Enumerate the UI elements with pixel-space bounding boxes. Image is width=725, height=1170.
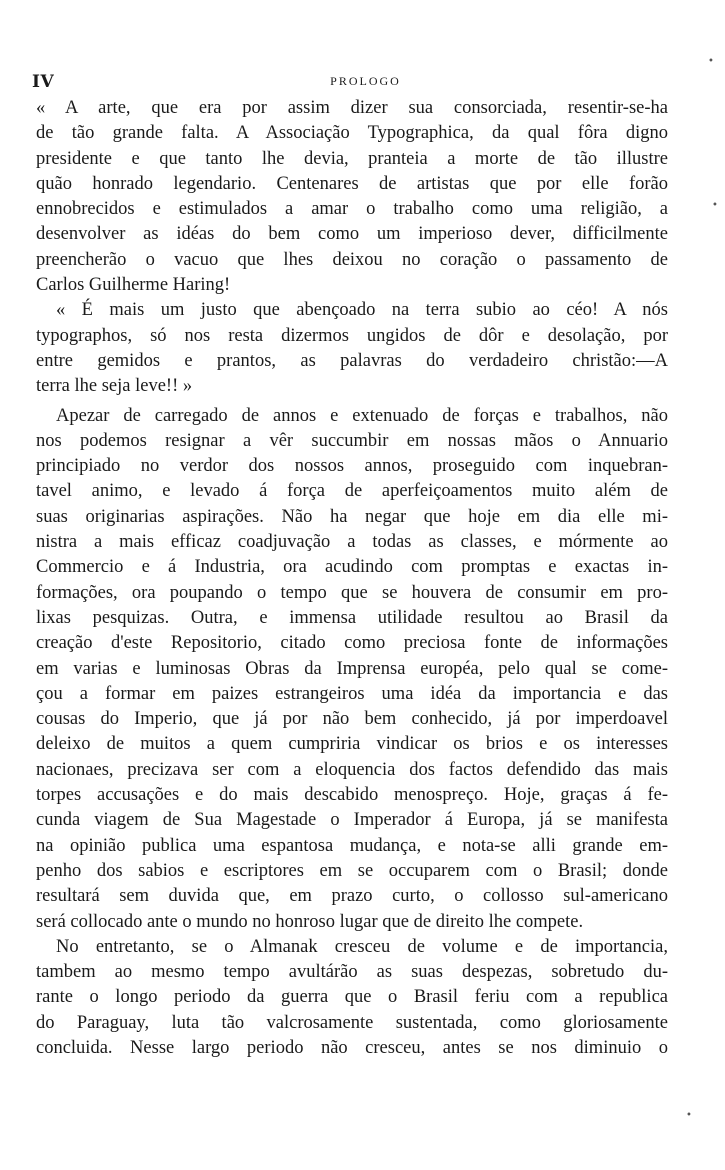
text-line: concluida. Nesse largo periodo não cresceu, antes se nos diminuio o xyxy=(36,1037,668,1058)
body-text xyxy=(36,96,668,1061)
text-line: Apezar de carregado de annos e extenuado de forças e trabalhos, não xyxy=(56,405,668,426)
text-line: lixas pesquizas. Outra, e immensa utilidade resultou ao Brasil da xyxy=(36,607,668,628)
text-line: terra lhe seja leve!! » xyxy=(36,376,193,397)
text-line: preencherão o vacuo que lhes deixou no coração o passamento de xyxy=(36,249,668,270)
text-line: suas originarias aspirações. Não ha negar que hoje em dia elle mi- xyxy=(36,506,668,527)
scan-speck-mark: • xyxy=(712,200,718,211)
text-line: nistra a mais efficaz coadjuvação a todas as classes, e mórmente ao xyxy=(36,532,668,553)
text-line: No entretanto, se o Almanak cresceu de volume e de importancia, xyxy=(56,936,668,957)
text-line: de tão grande falta. A Associação Typographica, da qual fôra digno xyxy=(36,123,668,144)
text-line: typographos, só nos resta dizermos ungidos de dôr e desolação, por xyxy=(36,325,668,346)
paragraph xyxy=(36,298,668,399)
text-line: çou a formar em paizes estrangeiros uma idéa da importancia e das xyxy=(36,683,668,704)
page-header xyxy=(32,72,699,96)
text-line: cousas do Imperio, que já por não bem conhecido, já por imperdoavel xyxy=(36,709,668,730)
text-line: nos podemos resignar a vêr succumbir em nossas mãos o Annuario xyxy=(36,430,668,451)
text-line: resultará sem duvida que, em prazo curto, o collosso sul-americano xyxy=(36,886,668,907)
text-line: creação d'este Repositorio, citado como preciosa fonte de informações xyxy=(36,633,668,654)
text-line: será collocado ante o mundo no honroso lugar que de direito lhe compete. xyxy=(36,911,584,932)
paragraph xyxy=(36,404,668,935)
text-line: principiado no verdor dos nossos annos, proseguido com inquebran- xyxy=(36,456,668,477)
text-line: Carlos Guilherme Haring! xyxy=(36,275,231,296)
text-line: entre gemidos e prantos, as palavras do verdadeiro christão:—A xyxy=(36,350,668,371)
text-line: Commercio e á Industria, ora acudindo com promptas e exactas in- xyxy=(36,557,668,578)
text-line: do Paraguay, luta tão valcrosamente sustentada, como gloriosamente xyxy=(36,1012,668,1033)
text-line: torpes accusações e do mais descabido menospreço. Hoje, graças á fe- xyxy=(36,785,668,806)
text-line: tambem ao mesmo tempo avultárão as suas despezas, sobretudo du- xyxy=(36,962,668,983)
paragraph xyxy=(36,96,668,298)
text-line: nacionaes, precizava ser com a eloquencia dos factos defendido das mais xyxy=(36,759,668,780)
text-line: quão honrado legendario. Centenares de artistas que por elle forão xyxy=(36,173,668,194)
text-line: formações, ora poupando o tempo que se houvera de consumir em pro- xyxy=(36,582,668,603)
text-line: « A arte, que era por assim dizer sua consorciada, resentir-se-ha xyxy=(36,98,668,118)
text-line: deleixo de muitos a quem cumpriria vindicar os brios e os interesses xyxy=(36,734,668,755)
text-line: rante o longo periodo da guerra que o Brasil feriu com a republica xyxy=(36,987,668,1008)
scan-speck-mark: • xyxy=(708,56,714,67)
text-line: « É mais um justo que abençoado na terra subio ao céo! A nós xyxy=(56,300,668,321)
text-line: tavel animo, e levado á força de aperfeiçoamentos muito além de xyxy=(36,481,668,502)
text-line: na opinião publica uma espantosa mudança, e nota-se alli grande em- xyxy=(36,835,668,856)
running-head: PROLOGO xyxy=(330,74,401,88)
text-line: penho dos sabios e escriptores em se occuparem com o Brasil; donde xyxy=(36,860,668,881)
text-line: desenvolver as idéas do bem como um imperioso dever, difficilmente xyxy=(36,224,668,245)
page-number: IV xyxy=(32,72,55,92)
paragraph xyxy=(36,935,668,1061)
text-line: em varias e luminosas Obras da Imprensa européa, pelo qual se come- xyxy=(36,658,668,679)
text-line: ennobrecidos e estimulados a amar o trabalho como uma religião, a xyxy=(36,199,668,220)
text-line: presidente e que tanto lhe devia, pranteia a morte de tão illustre xyxy=(36,148,668,169)
text-line: cunda viagem de Sua Magestade o Imperador á Europa, já se manifesta xyxy=(36,810,668,831)
scan-speck-mark: • xyxy=(686,1110,692,1121)
